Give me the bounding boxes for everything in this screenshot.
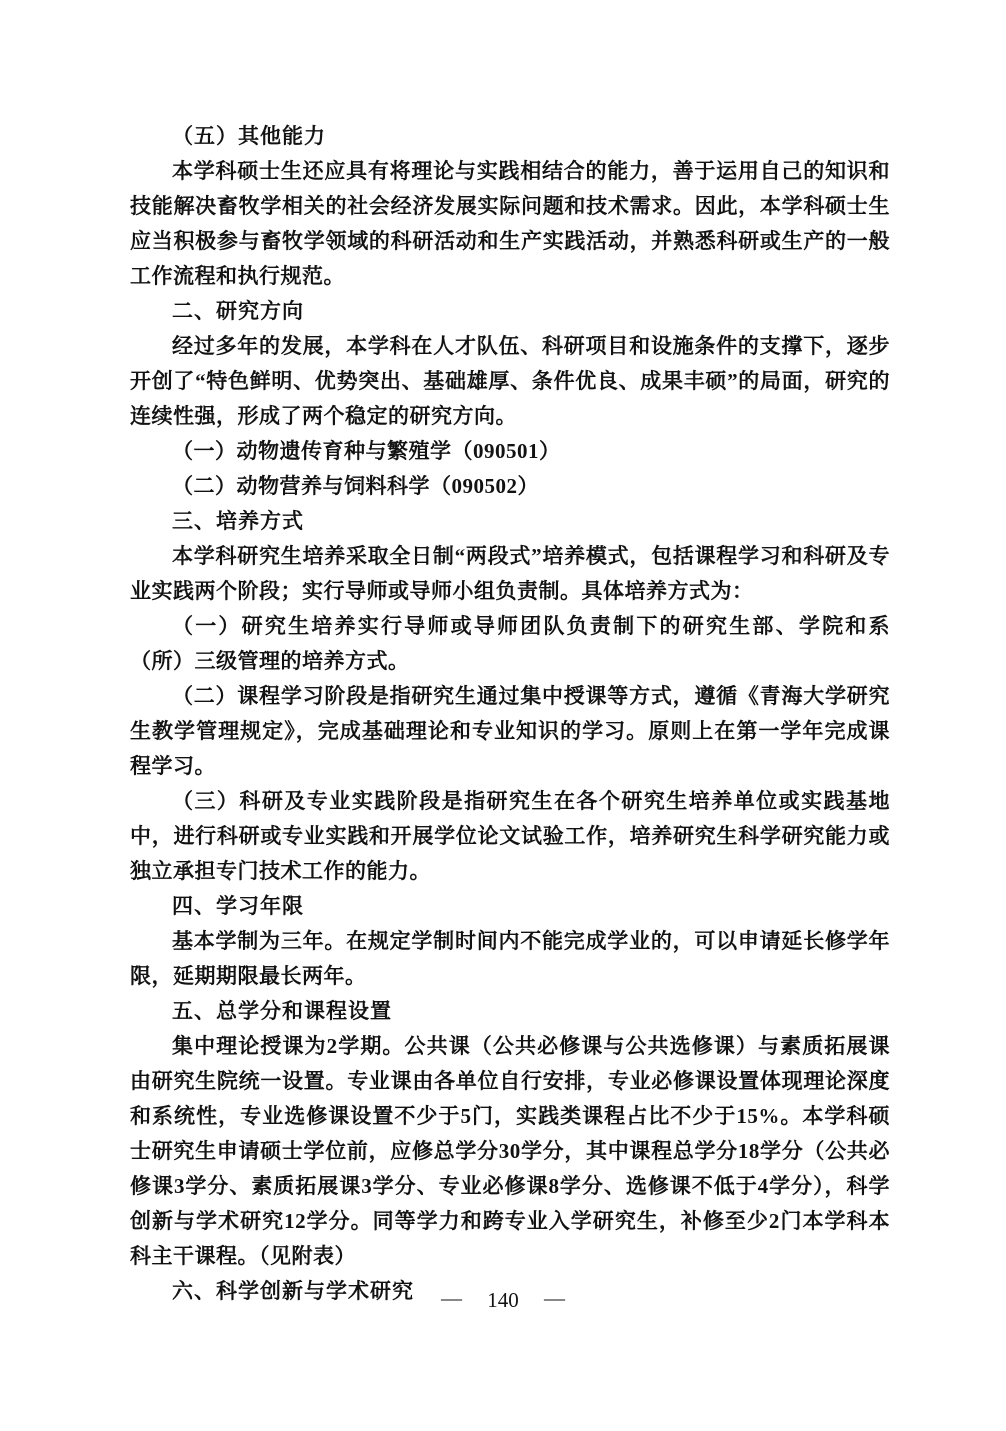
page-footer (0, 1288, 1006, 1313)
section-heading-credits-courses: 五、总学分和课程设置 (172, 1000, 392, 1023)
section-heading-other-ability: （五）其他能力 (172, 125, 326, 148)
footer-dash-left: — (441, 1286, 462, 1310)
section-heading-research-direction: 二、研究方向 (172, 300, 304, 323)
section-heading-training-mode: 三、培养方式 (172, 510, 304, 533)
document-body (130, 119, 890, 1309)
paragraph-training-mode-3: （三）科研及专业实践阶段是指研究生在各个研究生培养单位或实践基地中，进行科研或专业实践和开展学位论文试验工作，培养研究生科学研究能力或独立承担专门技术工作的能力。 (130, 789, 890, 883)
page-number: 140 (487, 1288, 519, 1312)
paragraph-training-mode-intro: 本学科研究生培养采取全日制“两段式”培养模式，包括课程学习和科研及专业实践两个阶段；实行导师或导师小组负责制。具体培养方式为： (130, 544, 890, 603)
paragraph-research-direction: 经过多年的发展，本学科在人才队伍、科研项目和设施条件的支撑下，逐步开创了“特色鲜明、优势突出、基础雄厚、条件优良、成果丰硕”的局面，研究的连续性强，形成了两个稳定的研究方向。 (130, 334, 890, 428)
list-item-direction-1: （一）动物遗传育种与繁殖学（090501） (172, 439, 561, 463)
section-heading-study-duration: 四、学习年限 (172, 895, 304, 918)
paragraph-study-duration: 基本学制为三年。在规定学制时间内不能完成学业的，可以申请延长修学年限，延期期限最长两年。 (130, 929, 890, 988)
paragraph-credits-courses: 集中理论授课为2学期。公共课（公共必修课与公共选修课）与素质拓展课由研究生院统一设置。专业课由各单位自行安排，专业必修课设置体现理论深度和系统性，专业选修课设置不少于5门，实践类课程占比不少于15%。本学科硕士研究生申请硕士学位前，应修总学分30学分，其中课程总学分18学分（公共必修课3学分、素质拓展课3学分、专业必修课8学分、选修课不低于4学分），科学创新与学术研究12学分。同等学力和跨专业入学研究生，补修至少2门本学科本科主干课程。（见附表） (130, 1034, 890, 1268)
footer-dash-right: — (544, 1286, 565, 1310)
paragraph-other-ability: 本学科硕士生还应具有将理论与实践相结合的能力，善于运用自己的知识和技能解决畜牧学相关的社会经济发展实际问题和技术需求。因此，本学科硕士生应当积极参与畜牧学领域的科研活动和生产实践活动，并熟悉科研或生产的一般工作流程和执行规范。 (130, 159, 890, 288)
paragraph-training-mode-2: （二）课程学习阶段是指研究生通过集中授课等方式，遵循《青海大学研究生教学管理规定》，完成基础理论和专业知识的学习。原则上在第一学年完成课程学习。 (130, 684, 890, 778)
paragraph-training-mode-1: （一）研究生培养实行导师或导师团队负责制下的研究生部、学院和系（所）三级管理的培养方式。 (130, 614, 890, 673)
list-item-direction-2: （二）动物营养与饲料科学（090502） (172, 474, 539, 498)
section-heading-science-innovation: 六、科学创新与学术研究 (172, 1280, 414, 1303)
